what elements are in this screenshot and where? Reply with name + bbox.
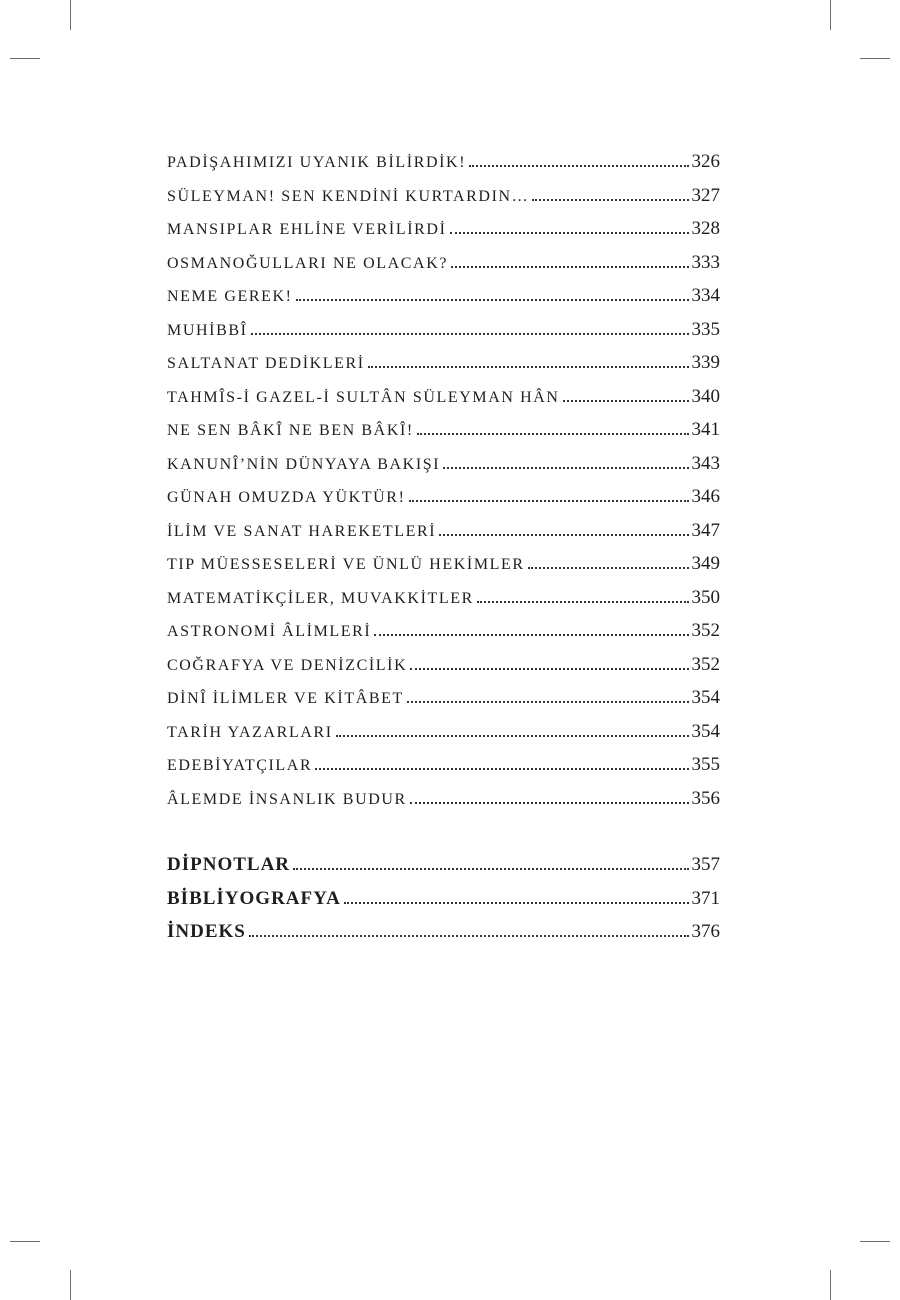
toc-entry-title: İLİM VE SANAT HAREKETLERİ [167,522,437,540]
toc-entry[interactable] [167,715,720,749]
dot-leader [417,425,689,435]
toc-entry-page: 333 [691,251,720,273]
toc-entry-title: DİPNOTLAR [167,854,291,875]
toc-entry-page: 349 [691,553,720,574]
dot-leader [293,860,688,870]
toc-entry-footnotes[interactable] [167,848,720,882]
toc-entry-title: SÜLEYMAN! SEN KENDİNİ KURTARDIN… [167,187,530,205]
dot-leader [315,760,688,770]
toc-entry[interactable] [167,145,720,179]
toc-entry[interactable] [167,179,720,213]
crop-mark [860,1241,890,1242]
toc-entry-title: GÜNAH OMUZDA YÜKTÜR! [167,489,406,506]
dot-leader [410,794,689,804]
toc-entry[interactable] [167,313,720,347]
toc-entry-title: MUHİBBÎ [167,321,248,339]
toc-entry-bibliography[interactable] [167,882,720,916]
toc-entry-page: 339 [691,352,720,373]
toc-entry[interactable] [167,346,720,380]
dot-leader [409,492,689,502]
toc-entry-page: 326 [691,151,720,172]
toc-entry-page: 347 [691,519,720,541]
toc-entry-page: 352 [691,653,720,675]
crop-mark [70,1270,71,1300]
toc-entry-title: BİBLİYOGRAFYA [167,887,341,909]
toc-entry[interactable] [167,782,720,816]
toc-entry[interactable] [167,547,720,581]
dot-leader [443,459,688,469]
dot-leader [439,526,688,536]
toc-entry-page: 355 [691,754,720,775]
toc-entry-page: 356 [691,787,720,809]
toc-entry[interactable] [167,581,720,615]
toc-entry-page: 354 [691,687,720,708]
crop-mark [830,0,831,30]
dot-leader [336,727,689,737]
crop-mark [70,0,71,30]
toc-entry-title: ÂLEMDE İNSANLIK BUDUR [167,790,407,808]
dot-leader [374,626,688,636]
toc-entry-page: 328 [691,218,720,239]
toc-entry-title: İNDEKS [167,921,246,942]
toc-entry[interactable] [167,648,720,682]
toc-entry[interactable] [167,246,720,280]
toc-entry-page: 343 [691,452,720,474]
table-of-contents [167,145,720,949]
toc-entry-title: NE SEN BÂKÎ NE BEN BÂKÎ! [167,422,414,439]
toc-entry-title: TARİH YAZARLARI [167,723,333,741]
dot-leader [249,927,689,937]
dot-leader [296,291,689,301]
toc-entry-title: SALTANAT DEDİKLERİ [167,355,365,372]
toc-entry-title: DİNÎ İLİMLER VE KİTÂBET [167,690,404,707]
toc-entry-title: MANSIPLAR EHLİNE VERİLİRDİ [167,221,447,238]
dot-leader [251,325,689,335]
crop-mark [10,58,40,59]
dot-leader [451,258,688,268]
toc-entry-page: 376 [691,921,720,942]
toc-entry-title: OSMANOĞULLARI NE OLACAK? [167,254,449,272]
dot-leader [368,358,689,368]
toc-back-matter [167,848,720,949]
dot-leader [563,392,689,402]
dot-leader [344,894,689,904]
toc-entry[interactable] [167,212,720,246]
toc-entry[interactable] [167,748,720,782]
toc-entry-page: 371 [691,887,720,909]
toc-entry[interactable] [167,480,720,514]
crop-mark [10,1241,40,1242]
crop-mark [860,58,890,59]
toc-entry-page: 334 [691,285,720,306]
toc-entry[interactable] [167,380,720,414]
toc-entry-title: MATEMATİKÇİLER, MUVAKKİTLER [167,589,474,607]
toc-entry-page: 350 [691,586,720,608]
dot-leader [407,693,689,703]
toc-entry-page: 340 [691,385,720,407]
toc-entry-page: 341 [691,419,720,440]
toc-entry-page: 352 [691,620,720,641]
toc-entry-title: PADİŞAHIMIZI UYANIK BİLİRDİK! [167,154,467,171]
dot-leader [528,559,689,569]
dot-leader [477,593,689,603]
toc-entries [167,145,720,815]
toc-entry[interactable] [167,413,720,447]
toc-entry-title: EDEBİYATÇILAR [167,757,313,774]
toc-entry[interactable] [167,614,720,648]
toc-entry-page: 327 [691,184,720,206]
toc-entry-title: ASTRONOMİ ÂLİMLERİ [167,623,372,640]
toc-entry-page: 357 [691,854,720,875]
toc-entry-title: TIP MÜESSESELERİ VE ÜNLÜ HEKİMLER [167,556,525,573]
dot-leader [532,191,688,201]
toc-entry-page: 335 [691,318,720,340]
dot-leader [469,157,688,167]
toc-entry-index[interactable] [167,915,720,949]
toc-entry[interactable] [167,681,720,715]
section-gap [167,815,720,848]
dot-leader [410,660,688,670]
toc-entry-page: 346 [691,486,720,507]
toc-entry[interactable] [167,279,720,313]
toc-entry-page: 354 [691,720,720,742]
dot-leader [450,224,689,234]
toc-entry[interactable] [167,447,720,481]
toc-entry[interactable] [167,514,720,548]
toc-entry-title: TAHMÎS-İ GAZEL-İ SULTÂN SÜLEYMAN HÂN [167,388,560,406]
crop-mark [830,1270,831,1300]
toc-entry-title: NEME GEREK! [167,288,293,305]
toc-entry-title: COĞRAFYA VE DENİZCİLİK [167,656,408,674]
toc-entry-title: KANUNÎ’NİN DÜNYAYA BAKIŞI [167,455,441,473]
